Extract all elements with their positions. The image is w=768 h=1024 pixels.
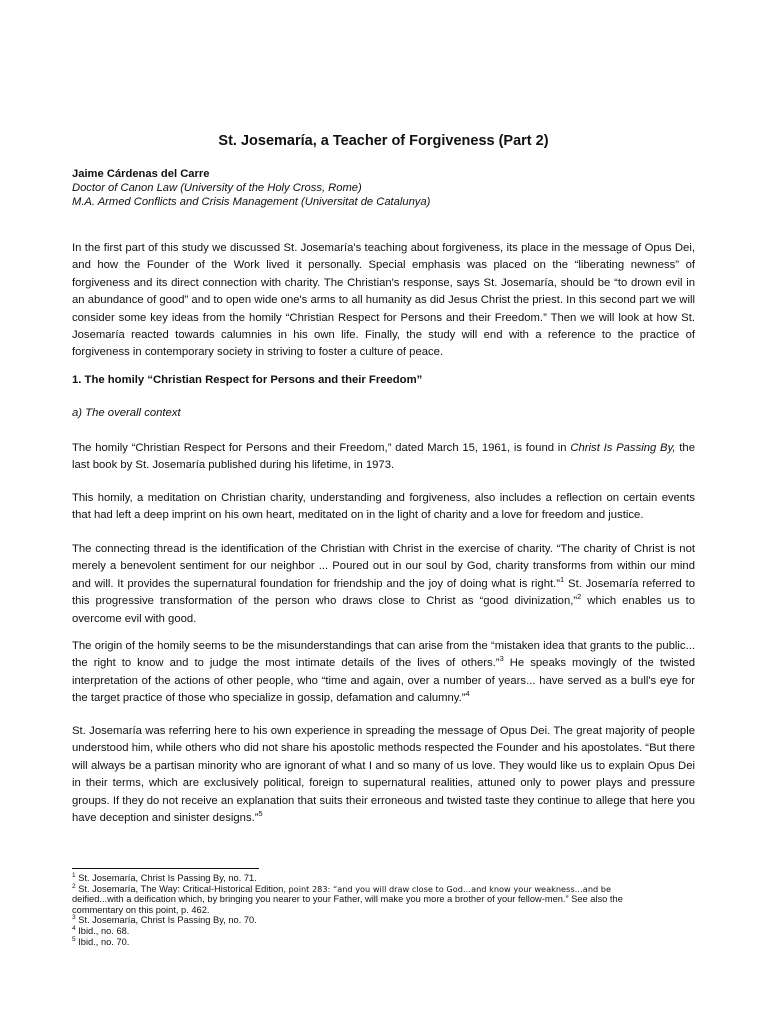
footnote-3-number: 3 [72,914,76,922]
paragraph-4-block [72,638,695,708]
footnote-1-number: 1 [72,871,76,879]
paragraph-2: This homily, a meditation on Christian charity, understanding and forgiveness, also includes a reflection on certain events that had left a deep imprint on his own heart, meditated on in the light of charity and a love for freedom and justice. [72,492,695,522]
subsection-heading-block [72,407,695,419]
paragraph-1-text-a: The homily “Christian Respect for Persons and their Freedom,” dated March 15, 1961, is found in [72,442,571,454]
footnote-2-line-2 [72,894,695,905]
paragraph-3-text-c: which enables us to overcome evil with good. [72,595,695,625]
footnote-4-text: Ibid., no. 68. [75,925,130,936]
footnote-4 [72,926,695,937]
intro-paragraph: In the first part of this study we discussed St. Josemaría's teaching about forgiveness, its place in the message of Opus Dei, and how the Founder of the Work lived it personally. Special emphasis was placed on the “liberating newness” of forgiveness and its direct connection with charity. The Christian's response, says St. Josemaría, should be “to drown evil in an abundance of good” and to open wide one's arms to all humanity as did Jesus Christ the priest. In this second part we will consider some key ideas from the homily “Christian Respect for Persons and their Freedom.” Then we will look at how St. Josemaría reacted towards calumnies in his own life. Finally, the study will end with a reference to the practice of forgiveness in contemporary society in striving to foster a culture of peace. [72,242,695,359]
paragraph-4 [72,638,695,708]
paragraph-1 [72,440,695,475]
footnote-5-number: 5 [72,935,76,943]
footnote-5 [72,937,695,948]
footnote-ref-2: 2 [577,592,582,602]
paragraph-5-text-a: St. Josemaría was referring here to his own experience in spreading the message of Opus Dei. The great majority of people understood him, while others who did not share his apostolic methods respected the Founder and his apostolates. “But there will always be a partisan minority who are ignorant of what I and so many of us love. They would like us to explain Opus Dei in their terms, which are exclusively political, foreign to supernatural realities, attuned only to power plays and pressure groups. If they do not receive an explanation that suits their erroneous and twisted taste they continue to allege that here you have deception and sinister designs.” [72,725,695,825]
footnote-2-text-d: commentary on this point, p. 462. [72,904,210,915]
footnote-2 [72,884,695,895]
paragraph-5 [72,723,695,827]
footnote-3-text: St. Josemaría, Christ Is Passing By, no. 70. [75,915,257,926]
footnote-2-line-3 [72,905,695,916]
footnote-ref-5: 5 [258,809,263,819]
book-title-italic: Christ Is Passing By, [570,442,676,454]
subsection-heading: a) The overall context [72,407,181,419]
footnote-2-number: 2 [72,882,76,890]
paragraph-1-block [72,440,695,475]
paragraph-2-block [72,490,695,525]
footnote-2-text-c: deified...with a deification which, by bringing you nearer to your Father, will make you more a brother of your fellow-men.” See also the [72,894,623,905]
intro-paragraph-block [72,240,695,362]
paragraph-3 [72,541,695,628]
footnote-2-quote: point 283: “and you will draw close to God…and know your weakness…and be [288,883,612,894]
section-heading-block [72,374,695,386]
footnote-1 [72,873,695,884]
page-title: St. Josemaría, a Teacher of Forgiveness (Part 2) [218,133,549,149]
section-heading: 1. The homily “Christian Respect for Persons and their Freedom” [72,374,423,386]
paragraph-3-text-b: St. Josemaría referred to this progressive transformation of the person who draws close to Christ as “good divinization,” [72,577,695,608]
footnote-3 [72,915,695,926]
paragraph-3-block [72,541,695,628]
paragraph-4-text-b: He speaks movingly of the twisted interpretation of the actions of other people, who “time and again, over a number of years... have served as a bull's eye for the target practice of those who specialize in gossip, defamation and calumny.” [72,657,695,705]
footnote-ref-4: 4 [465,689,470,699]
author-affiliation-1: Doctor of Canon Law (University of the Holy Cross, Rome) [72,182,362,194]
footnote-separator [72,868,259,869]
footnote-ref-3: 3 [499,654,504,664]
paragraph-3-text-a: The connecting thread is the identification of the Christian with Christ in the exercise of charity. “The charity of Christ is not merely a benevolent sentiment for our neighbor ... Poured out in our soul by God, charity transforms from within our mind and will. It provides the supernatural foundation for friendship and the joy of doing what is right.” [72,543,695,590]
paragraph-5-block [72,723,695,827]
paragraph-4-text-a: The origin of the homily seems to be the misunderstandings that can arise from the “mistaken idea that grants to the public... the right to know and to judge the most intimate details of the lives of others.” [72,640,695,670]
footnotes [72,873,695,947]
author-block [72,167,430,209]
footnote-4-number: 4 [72,924,76,932]
footnote-ref-1: 1 [560,575,565,585]
footnote-5-text: Ibid., no. 70. [75,936,130,947]
author-name: Jaime Cárdenas del Carre [72,168,210,180]
footnote-1-text: St. Josemaría, Christ Is Passing By, no. 71. [75,873,257,883]
author-affiliation-2: M.A. Armed Conflicts and Crisis Management (Universitat de Catalunya) [72,196,431,208]
footnote-2-text-a: St. Josemaría, The Way: Critical-Historical Edition, [75,883,289,894]
paragraph-1-text-b: the last book by St. Josemaría published during his lifetime, in 1973. [72,442,696,472]
